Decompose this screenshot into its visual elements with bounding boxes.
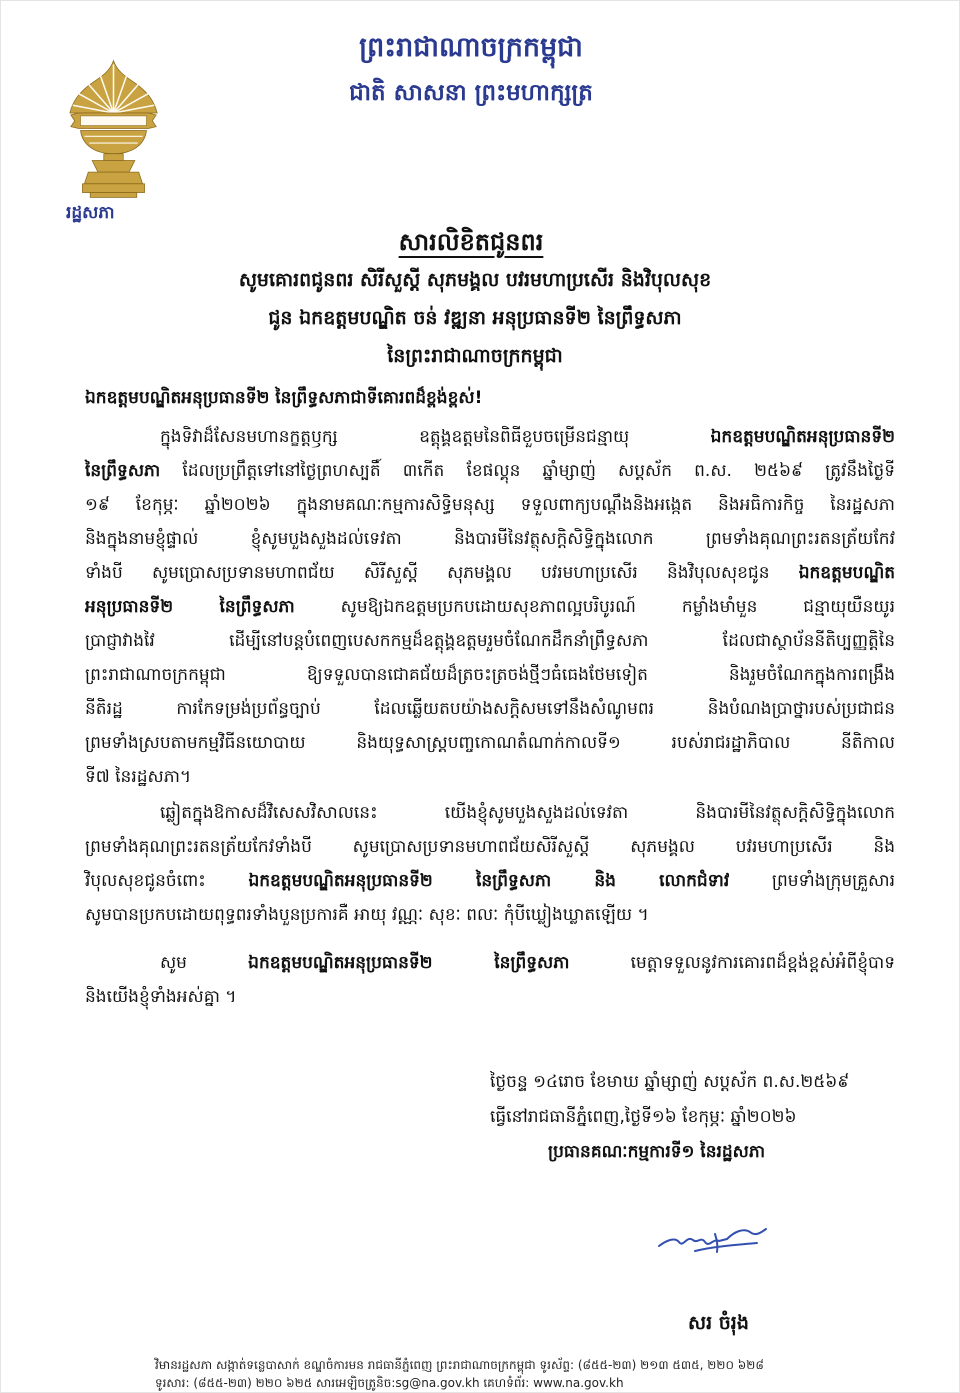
paragraph-line <box>85 726 895 760</box>
paragraph-line <box>85 796 895 830</box>
letter-title <box>0 223 942 261</box>
letter-intro <box>0 261 950 375</box>
body-paragraph-1 <box>85 420 895 794</box>
paragraph-line <box>85 624 895 658</box>
emphasized-text: ឯកឧត្តមបណ្ឌិត <box>798 563 895 583</box>
paragraph-line <box>85 522 895 556</box>
body-text: ដែលប្រព្រឹត្តទៅនៅថ្ងៃព្រហស្បតិ៍ ៣កើត ខែផល្គុន ឆ្នាំម្សាញ់ សប្តស័ក ព.ស. ២៥៦៩ ត្រូវនឹងថ្ងៃទី <box>160 461 895 481</box>
paragraph-line <box>85 898 895 932</box>
body-text: ព្រះរាជាណាចក្រកម្ពុជា ឱ្យទទួលបានជោគជ័យដ៏ត្រចះត្រចង់ថ្មីៗធំធេងថែមទៀត និងរួមចំណែកក្នុងការពង្រឹង <box>85 665 895 685</box>
signer-position: ប្រធានគណៈកម្មការទី១ នៃរដ្ឋសភា <box>548 1142 766 1162</box>
letter-title-text: សារលិខិតជូនពរ <box>398 228 544 256</box>
letterhead-footer <box>155 1356 935 1392</box>
body-text: សូមឱ្យឯកឧត្តមប្រកបដោយសុខភាពល្អបរិបូរណ៍ កម្លាំងមាំមួន ជន្មាយុយឺនយូរ <box>294 597 895 617</box>
emphasized-text: នៃព្រឹទ្ធសភា <box>85 461 161 481</box>
paragraph-line <box>85 658 895 692</box>
kingdom-title: ព្រះរាជាណាចក្រកម្ពុជា <box>359 32 583 63</box>
body-text: ប្រាជ្ញាវាងវៃ ដើម្បីនៅបន្តបំពេញបេសកកម្មដ៏ឧត្តុង្គឧត្តមរួមចំណែកដឹកនាំព្រឹទ្ធសភា ដែលជាស្ថាប័ននីតិប្បញ្ញត្តិនៃ <box>85 631 895 651</box>
paragraph-line <box>85 760 895 794</box>
lunar-date: ថ្ងៃចន្ទ ១៤រោច ខែមាឃ ឆ្នាំម្សាញ់ សប្តស័ក ព.ស.២៥៦៩ <box>490 1072 850 1092</box>
body-text: វិបុលសុខជូនចំពោះ <box>85 871 249 891</box>
body-text: ក្នុងទិវាដ៏សែនមហានក្ខត្តឫក្ស ឧត្តុង្គឧត្តមនៃពិធីខួបចម្រើនជន្មាយុ <box>160 427 711 447</box>
body-text: ព្រមទាំងស្របតាមកម្មវិធីនយោបាយ និងយុទ្ធសាស្ត្របញ្ចកោណតំណាក់កាលទី១ របស់រាជរដ្ឋាភិបាល នីតិកាល <box>85 733 895 753</box>
paragraph-line <box>85 488 895 522</box>
body-text: សូមបានប្រកបដោយពុទ្ធពរទាំងបួនប្រការគឺ អាយុ វណ្ណៈ សុខៈ ពលៈ កុំបីឃ្លៀងឃ្លាតឡើយ ។ <box>85 905 649 925</box>
paragraph-line <box>85 946 895 980</box>
paragraph-line <box>85 692 895 726</box>
body-text: ទី៧ នៃរដ្ឋសភា។ <box>85 767 192 787</box>
body-text: មេត្តាទទួលនូវការគោរពដ៏ខ្ពង់ខ្ពស់អំពីខ្ញុំបាទ <box>569 953 895 973</box>
emphasized-text: អនុប្រធានទី២ នៃព្រឹទ្ធសភា <box>85 597 295 617</box>
body-text: ព្រមទាំងគុណព្រះរតនត្រ័យកែវទាំងបី សូមប្រោសប្រទានមហាពជ័យសិរីសួស្តី សុភមង្គល បវរមហាប្រសើរ និង <box>85 837 895 857</box>
body-paragraph-2 <box>85 796 895 932</box>
body-text: ទាំងបី សូមប្រោសប្រទានមហាពជ័យ សិរីសួស្តី សុភមង្គល បវរមហាប្រសើរ និងវិបុលសុខជូន <box>85 563 799 583</box>
intro-line: ជូន ឯកឧត្តមបណ្ឌិត ចន់ វឌ្ឍនា អនុប្រធានទី២ នៃព្រឹទ្ធសភា <box>268 307 682 329</box>
body-text: ព្រមទាំងក្រុមគ្រួសារ <box>729 871 895 891</box>
body-text: សូម <box>160 953 249 973</box>
emphasized-text: ឯកឧត្តមបណ្ឌិតអនុប្រធានទី២ <box>710 427 895 447</box>
institution-name: រដ្ឋសភា <box>66 203 115 223</box>
body-text: ឆ្លៀតក្នុងឱកាសដ៏វិសេសវិសាលនេះ យើងខ្ញុំសូមបួងសួងដល់ទេវតា និងបារមីនៃវត្ថុសក្តិសិទ្ធិក្នុងលោក <box>160 803 895 823</box>
intro-line: សូមគោរពជូនពរ សិរីសួស្តី សុភមង្គល បវរមហាប្រសើរ និងវិបុលសុខ <box>238 269 712 291</box>
paragraph-line <box>85 454 895 488</box>
footer-address: វិមានរដ្ឋសភា សង្កាត់ទន្លេបាសាក់ ខណ្ឌចំការមន រាជធានីភ្នំពេញ ព្រះរាជាណាចក្រកម្ពុជា ទូរស័ព្ទ: (៨៥៥-២៣) ២១៣ ៥៣៥, ២២០ ៦២៨ <box>155 1358 764 1372</box>
paragraph-line <box>85 420 895 454</box>
paragraph-line <box>85 864 895 898</box>
body-paragraph-3 <box>85 946 895 1014</box>
paragraph-line <box>85 830 895 864</box>
footer-contacts: ទូរសារ: (៨៥៥-២៣) ២២០ ៦២៥ សារអេឡិចត្រូនិច:sg@na.gov.kh គេហទំព័រ: www.na.gov.kh <box>155 1376 624 1390</box>
paragraph-line <box>85 980 895 1014</box>
national-motto: ជាតិ សាសនា ព្រះមហាក្សត្រ <box>349 80 593 106</box>
emphasized-text: ឯកឧត្តមបណ្ឌិតអនុប្រធានទី២ នៃព្រឹទ្ធសភា <box>248 953 570 973</box>
body-text: ១៩ ខែកុម្ភៈ ឆ្នាំ២០២៦ ក្នុងនាមគណៈកម្មការសិទ្ធិមនុស្ស ទទួលពាក្យបណ្តឹងនិងអង្កេត និងអធិការកិច្ច នៃរដ្ឋសភា <box>85 495 895 515</box>
body-text: និងក្នុងនាមខ្ញុំផ្ទាល់ ខ្ញុំសូមបួងសួងដល់ទេវតា និងបារមីនៃវត្ថុសក្តិសិទ្ធិក្នុងលោក ព្រមទាំងគុណព្រះរតនត្រ័យកែវ <box>85 529 895 549</box>
salutation: ឯកឧត្តមបណ្ឌិតអនុប្រធានទី២ នៃព្រឹទ្ធសភាជាទីគោរពដ៏ខ្ពង់ខ្ពស់! <box>85 388 483 408</box>
paragraph-line <box>85 556 895 590</box>
emphasized-text: ឯកឧត្តមបណ្ឌិតអនុប្រធានទី២ នៃព្រឹទ្ធសភា និង លោកជំទាវ <box>248 871 730 891</box>
signer-name: សរ ចំរុង <box>688 1312 749 1334</box>
paragraph-line <box>85 590 895 624</box>
body-text: នីតិរដ្ឋ ការកែទម្រង់ប្រព័ន្ធច្បាប់ ដែលឆ្លើយតបយ៉ាងសក្តិសមទៅនឹងសំណូមពរ និងបំណងប្រាថ្នារបស់ប្រជាជន <box>85 699 895 719</box>
place-and-date: ធ្វើនៅរាជធានីភ្នំពេញ,ថ្ងៃទី១៦ ខែកុម្ភៈ ឆ្នាំ២០២៦ <box>490 1107 797 1127</box>
body-text: និងយើងខ្ញុំទាំងអស់គ្នា ។ <box>85 987 237 1007</box>
intro-line: នៃព្រះរាជាណាចក្រកម្ពុជា <box>387 345 563 367</box>
national-assembly-emblem-icon <box>65 58 162 200</box>
signature-icon <box>655 1220 770 1264</box>
